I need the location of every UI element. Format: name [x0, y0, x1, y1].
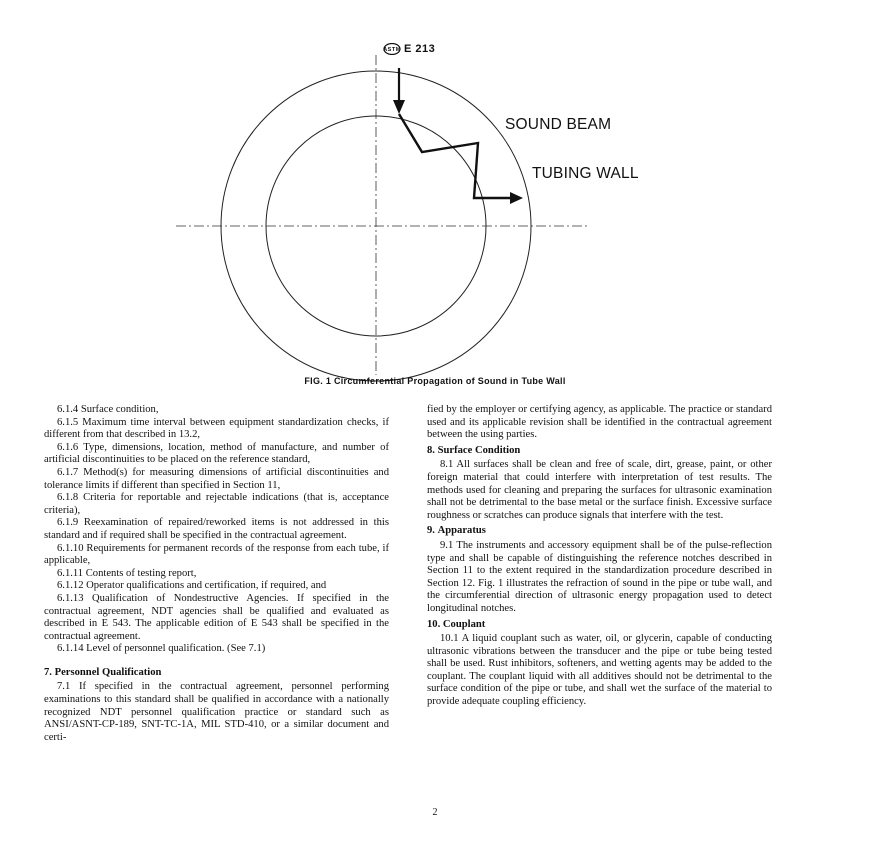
paragraph: 6.1.14 Level of personnel qualification. (See 7.1)	[57, 643, 266, 655]
paragraph: fied by the employer or certifying agency, as applicable. The practice or standard used and its applicable revision shall be identified in the contractual agreement between the using parties.	[427, 404, 772, 441]
section-number: 7.	[44, 666, 52, 678]
section-heading-9	[427, 525, 772, 538]
paragraph: 6.1.5 Maximum time interval between equipment standardization checks, if different from that described in 13.2,	[44, 416, 389, 441]
right-column	[427, 404, 772, 709]
section-number: 10.	[427, 618, 441, 630]
tubing-wall-label: TUBING WALL	[532, 165, 639, 182]
paragraph: 6.1.7 Method(s) for measuring dimensions of artificial discontinuities and tolerance limits if different than specified in Section 11,	[44, 466, 389, 491]
paragraph: 6.1.9 Reexamination of repaired/reworked items is not addressed in this standard and if required shall be specified in the contractual agreement.	[44, 517, 389, 541]
sound-beam-label: SOUND BEAM	[505, 116, 612, 133]
section-heading-10	[427, 619, 772, 632]
propagation-arrowhead	[510, 192, 523, 204]
figure-caption: FIG. 1 Circumferential Propagation of Sound in Tube Wall	[304, 376, 566, 386]
paragraph: 6.1.8 Criteria for reportable and rejectable indications (that is, acceptance criteria),	[44, 492, 389, 516]
page-number: 2	[432, 807, 438, 818]
designation: E 213	[404, 43, 436, 55]
paragraph: 7.1 If specified in the contractual agreement, personnel performing examinations to this standard shall be qualified in accordance with a nationally recognized NDT personnel qualification practice or standard such as ANSI/ASNT-CP-189, SNT-TC-1A, MIL STD-410, or a similar document and certi-	[44, 681, 389, 743]
propagation-path	[399, 114, 517, 198]
incident-arrowhead	[393, 100, 405, 114]
paragraph: 9.1 The instruments and accessory equipment shall be of the pulse-reflection type and shall be capable of distinguishing the reference notches described in Section 11 to the extent required in the standardization procedure described in Section 12. Fig. 1 illustrates the refraction of sound in the pipe or tube wall, and the circumferential direction of ultrasonic energy propagation used to detect longitudinal notches.	[427, 539, 772, 614]
paragraph: 6.1.10 Requirements for permanent records of the response from each tube, if applicable,	[44, 542, 389, 567]
section-title: Surface Condition	[437, 444, 521, 456]
paragraph: 10.1 A liquid couplant such as water, oil, or glycerin, capable of conducting ultrasonic vibrations between the transducer and the pipe or tube being tested shall be used. Rust inhibitors, softeners, and wetting agents may be added to the couplant. The couplant liquid with all additives should not be detrimental to the surface condition of the pipe or tube, and shall wet the surface of the material to provide adequate coupling efficiency.	[427, 633, 772, 708]
paragraph: 6.1.11 Contents of testing report,	[57, 567, 197, 579]
paragraph: 6.1.13 Qualification of Nondestructive Agencies. If specified in the contractual agreement, NDT agencies shall be qualified and evaluated as described in E 543. The applicable edition of E 543 shall be specified in the contractual agreement.	[44, 592, 389, 642]
paragraph: 8.1 All surfaces shall be clean and free of scale, dirt, grease, paint, or other foreign material that could interfere with interpretation of test results. The methods used for cleaning and preparing the surfaces for ultrasonic examination shall not be detrimental to the base metal or the surface finish. Excessive surface roughness or scratches can produce signals that interfere with the test.	[427, 459, 772, 521]
left-column	[44, 404, 389, 744]
figure-diagram	[0, 0, 870, 400]
paragraph: 6.1.12 Operator qualifications and certification, if required, and	[57, 580, 327, 592]
paragraph: 6.1.4 Surface condition,	[57, 404, 159, 415]
section-title: Personnel Qualification	[54, 666, 162, 678]
section-heading-8	[427, 445, 772, 458]
section-number: 9.	[427, 525, 435, 537]
svg-text:ASTM: ASTM	[383, 47, 401, 54]
section-title: Couplant	[442, 618, 486, 630]
section-title: Apparatus	[437, 525, 486, 537]
section-number: 8.	[427, 444, 435, 456]
section-heading-7	[44, 667, 389, 680]
paragraph: 6.1.6 Type, dimensions, location, method of manufacture, and number of artificial discontinuities to be placed on the reference standard,	[44, 441, 389, 466]
